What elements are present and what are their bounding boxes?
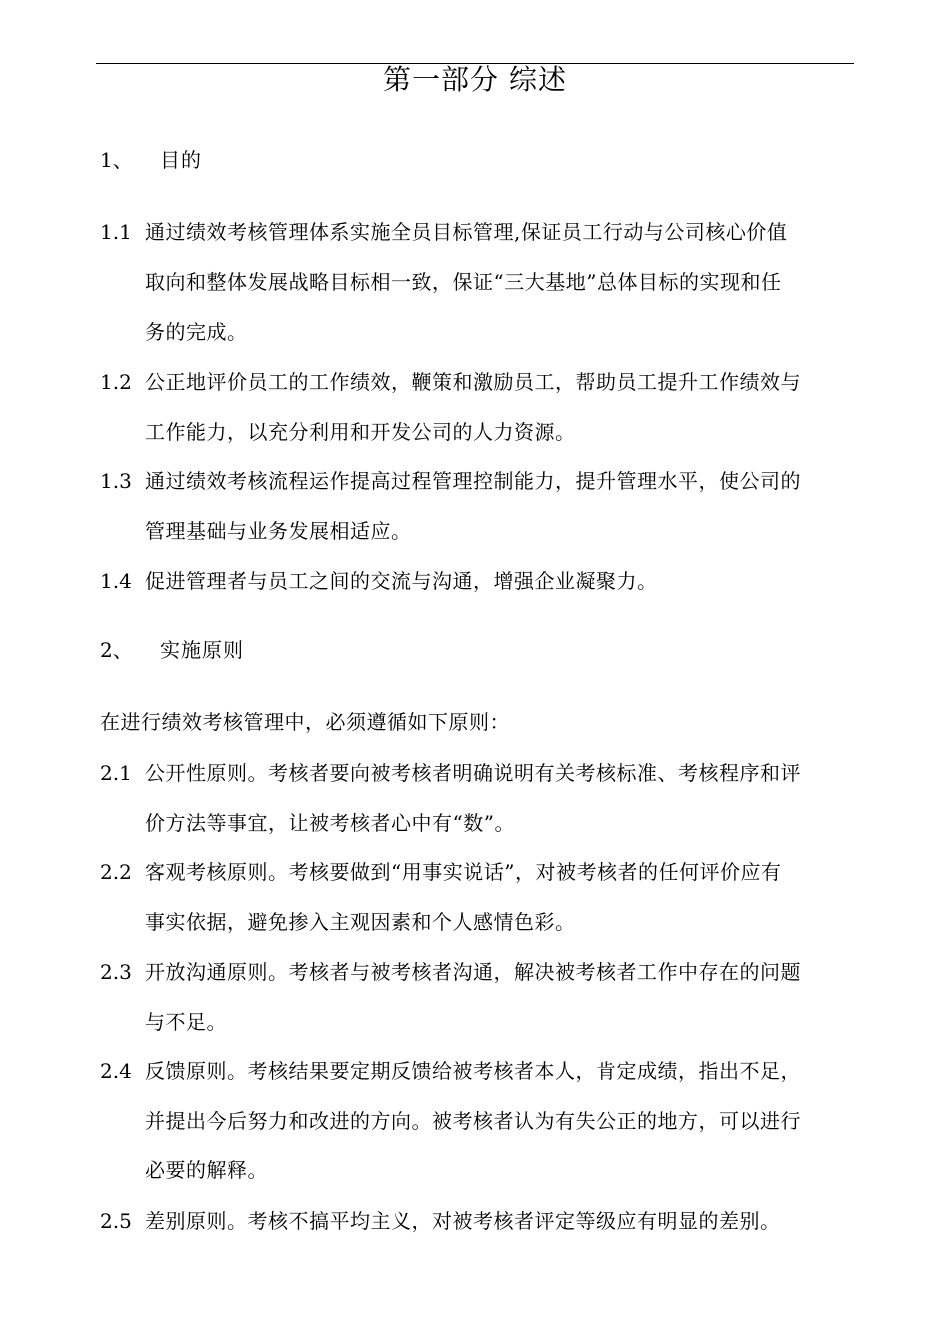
item-number: 1.3: [100, 469, 132, 493]
paragraph-line: 客观考核原则。考核要做到“用事实说话”，对被考核者的任何评价应有: [145, 860, 782, 884]
paragraph-line: 工作能力，以充分利用和开发公司的人力资源。: [145, 420, 576, 444]
paragraph-line: 事实依据，避免掺入主观因素和个人感情色彩。: [145, 910, 576, 934]
item-number: 2.2: [100, 860, 132, 884]
paragraph-line: 通过绩效考核流程运作提高过程管理控制能力，提升管理水平，使公司的: [145, 469, 801, 493]
paragraph-line: 差别原则。考核不搞平均主义，对被考核者评定等级应有明显的差别。: [145, 1209, 781, 1233]
paragraph-line: 公正地评价员工的工作绩效，鞭策和激励员工，帮助员工提升工作绩效与: [145, 370, 801, 394]
section-heading: 实施原则: [160, 638, 244, 662]
item-number: 1.4: [100, 569, 132, 593]
section-heading: 目的: [160, 148, 202, 172]
paragraph-line: 开放沟通原则。考核者与被考核者沟通，解决被考核者工作中存在的问题: [145, 960, 801, 984]
paragraph-line: 务的完成。: [145, 320, 248, 344]
item-number: 1.1: [100, 220, 132, 244]
paragraph-line: 与不足。: [145, 1010, 227, 1034]
section-number: 2、: [100, 638, 133, 662]
page-title: 第一部分 综述: [383, 63, 567, 96]
paragraph-line: 通过绩效考核管理体系实施全员目标管理,保证员工行动与公司核心价值: [145, 220, 788, 244]
item-number: 2.3: [100, 960, 132, 984]
paragraph-line: 价方法等事宜，让被考核者心中有“数”。: [145, 811, 515, 835]
paragraph-line: 并提出今后努力和改进的方向。被考核者认为有失公正的地方，可以进行: [145, 1109, 801, 1133]
paragraph-line: 取向和整体发展战略目标相一致，保证“三大基地”总体目标的实现和任: [145, 270, 782, 294]
section-number: 1、: [100, 148, 133, 172]
paragraph-line: 必要的解释。: [145, 1158, 268, 1182]
item-number: 1.2: [100, 370, 132, 394]
item-number: 2.4: [100, 1059, 132, 1083]
paragraph-line: 管理基础与业务发展相适应。: [145, 519, 412, 543]
paragraph-line: 促进管理者与员工之间的交流与沟通，增强企业凝聚力。: [145, 569, 658, 593]
item-number: 2.5: [100, 1209, 132, 1233]
item-number: 2.1: [100, 761, 132, 785]
paragraph-line: 公开性原则。考核者要向被考核者明确说明有关考核标准、考核程序和评: [145, 761, 801, 785]
paragraph-line: 反馈原则。考核结果要定期反馈给被考核者本人，肯定成绩，指出不足，: [145, 1059, 801, 1083]
section-intro: 在进行绩效考核管理中，必须遵循如下原则：: [100, 710, 510, 734]
